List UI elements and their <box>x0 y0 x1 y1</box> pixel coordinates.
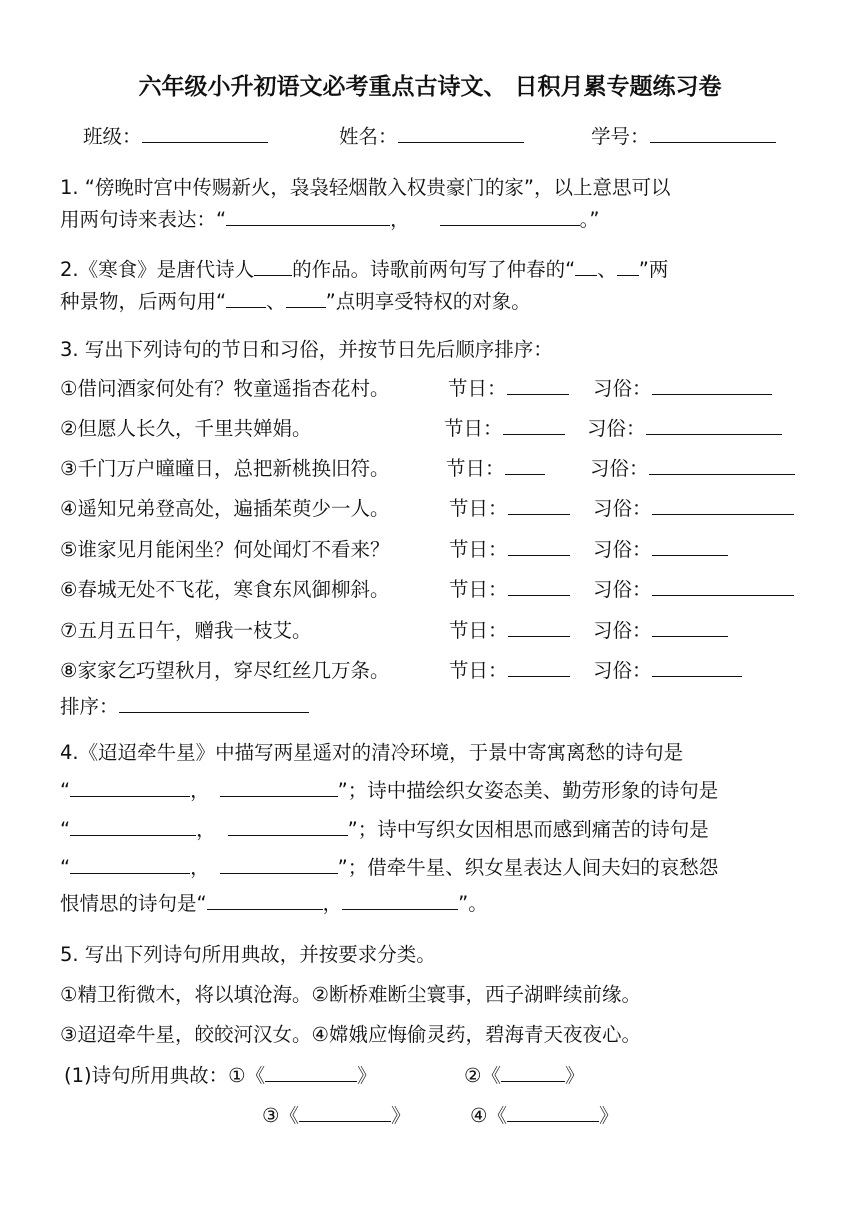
q5-allusion-blank-4[interactable] <box>507 1103 599 1122</box>
q3-custom-7 <box>593 618 728 644</box>
q5-intro: 5. 写出下列诗句所用典故，并按要求分类。 <box>60 943 436 966</box>
q2-text-a: 2.《寒食》是唐代诗人 <box>60 258 255 281</box>
q1-prefix: 用两句诗来表达：“ <box>60 208 227 231</box>
q3-festival-blank-5[interactable] <box>508 537 570 556</box>
q3-festival-blank-8[interactable] <box>508 658 570 677</box>
q4-blank-2[interactable] <box>220 778 338 797</box>
q3-custom-blank-5[interactable] <box>652 537 728 556</box>
q3-custom-blank-1[interactable] <box>652 376 772 395</box>
q3-order <box>60 694 309 720</box>
comma: ， <box>196 818 216 841</box>
q5-item-2 <box>464 1063 585 1089</box>
custom-label: 习俗： <box>593 578 652 601</box>
q5-item-4 <box>470 1103 619 1129</box>
q3-custom-blank-7[interactable] <box>652 618 728 637</box>
q2-text-b: 的作品。诗歌前两句写了仲春的“ <box>292 258 576 281</box>
open-bracket: 《 <box>245 1064 266 1087</box>
q3-intro: 3. 写出下列诗句的节日和习俗，并按节日先后顺序排序： <box>60 338 553 361</box>
q4-text-5: 恨情思的诗句是“ <box>60 892 207 915</box>
festival-label: 节日： <box>449 497 508 520</box>
q3-festival-2 <box>444 416 565 442</box>
close-bracket: 》 <box>391 1104 411 1127</box>
q2-blank-scene-1[interactable] <box>575 257 597 276</box>
q2-blank-poet[interactable] <box>254 257 292 276</box>
q3-custom-blank-2[interactable] <box>646 416 782 435</box>
q2-blank-object-1[interactable] <box>226 289 266 308</box>
q4-text-3: ”；诗中写织女因相思而感到痛苦的诗句是 <box>347 818 709 841</box>
q1-line-1: 1. “傍晚时宫中传赐新火，袅袅轻烟散入权贵豪门的家”，以上意思可以 <box>60 176 671 199</box>
comma: ， <box>190 779 210 802</box>
marker-2: ② <box>464 1064 482 1087</box>
q2-text-d: ”两 <box>638 258 669 281</box>
q4-blank-1[interactable] <box>70 778 190 797</box>
q5-sub1 <box>64 1063 377 1089</box>
open-quote: “ <box>60 856 71 879</box>
q3-festival-3 <box>446 456 545 482</box>
q3-festival-blank-1[interactable] <box>507 376 569 395</box>
q3-custom-4 <box>593 496 794 522</box>
q5-item-3 <box>262 1103 411 1129</box>
q5-poems-2: ③迢迢牵牛星，皎皎河汉女。④嫦娥应悔偷灵药，碧海青天夜夜心。 <box>60 1023 641 1046</box>
q3-custom-5 <box>593 537 728 563</box>
q4-text-4: ”；借牵牛星、织女星表达人间夫妇的哀愁怨 <box>337 856 719 879</box>
festival-label: 节日： <box>449 659 508 682</box>
comma: ， <box>190 856 210 879</box>
q2-line-2 <box>60 289 531 315</box>
q2-blank-scene-2[interactable] <box>617 257 639 276</box>
custom-label: 习俗： <box>593 659 652 682</box>
q4-blank-6[interactable] <box>220 855 338 874</box>
q4-line-2 <box>60 778 718 804</box>
q5-allusion-blank-3[interactable] <box>299 1103 391 1122</box>
close-bracket: 》 <box>357 1064 377 1087</box>
q4-blank-3[interactable] <box>70 817 196 836</box>
q1-sep: ， <box>390 208 410 231</box>
q3-item-1: ①借问酒家何处有？牧童遥指杏花村。 <box>60 377 390 400</box>
student-id-blank[interactable] <box>650 124 776 143</box>
festival-label: 节日： <box>449 538 508 561</box>
open-quote: “ <box>60 779 71 802</box>
q2-blank-object-2[interactable] <box>286 289 326 308</box>
q3-custom-1 <box>593 376 772 402</box>
marker-4: ④ <box>470 1104 488 1127</box>
custom-label: 习俗： <box>590 457 649 480</box>
q3-custom-6 <box>593 577 794 603</box>
marker-3: ③ <box>262 1104 280 1127</box>
festival-label: 节日： <box>444 417 503 440</box>
q3-festival-4 <box>449 496 570 522</box>
q5-sub1-label: (1)诗句所用典故： <box>64 1064 229 1087</box>
q3-item-7: ⑦五月五日午，赠我一枝艾。 <box>60 619 312 642</box>
q5-allusion-blank-1[interactable] <box>265 1063 357 1082</box>
q1-blank-2[interactable] <box>440 207 580 226</box>
q5-poems-1: ①精卫衔微木，将以填沧海。②断桥难断尘寰事，西子湖畔续前缘。 <box>60 983 641 1006</box>
festival-label: 节日： <box>449 619 508 642</box>
q3-item-3: ③千门万户曈曈日，总把新桃换旧符。 <box>60 457 390 480</box>
q3-festival-blank-6[interactable] <box>508 577 570 596</box>
q4-line-4 <box>60 855 718 881</box>
q2-text-c: 、 <box>597 258 617 281</box>
q3-custom-blank-8[interactable] <box>652 658 742 677</box>
q3-custom-3 <box>590 456 795 482</box>
student-id-field[interactable] <box>591 124 776 150</box>
q3-festival-1 <box>448 376 569 402</box>
page-title: 六年级小升初语文必考重点古诗文、 日积月累专题练习卷 <box>138 74 722 100</box>
q4-line-5 <box>60 891 488 917</box>
q3-festival-6 <box>449 577 570 603</box>
q3-festival-blank-2[interactable] <box>503 416 565 435</box>
marker-1: ① <box>228 1064 246 1087</box>
close-bracket: 》 <box>599 1104 619 1127</box>
q3-festival-blank-4[interactable] <box>508 496 570 515</box>
q3-item-5: ⑤谁家见月能闲坐？何处闻灯不看来？ <box>60 538 390 561</box>
q4-text-end: ”。 <box>458 892 488 915</box>
custom-label: 习俗： <box>587 417 646 440</box>
q3-festival-5 <box>449 537 570 563</box>
q4-blank-5[interactable] <box>70 855 190 874</box>
q3-custom-8 <box>593 658 742 684</box>
q3-item-2: ②但愿人长久，千里共婵娟。 <box>60 417 312 440</box>
custom-label: 习俗： <box>593 497 652 520</box>
festival-label: 节日： <box>446 457 505 480</box>
name-blank[interactable] <box>398 124 524 143</box>
q1-blank-1[interactable] <box>226 207 390 226</box>
q2-text-e: 种景物，后两句用“ <box>60 290 227 313</box>
q4-blank-7[interactable] <box>207 891 323 910</box>
comma: ， <box>322 892 343 915</box>
custom-label: 习俗： <box>593 538 652 561</box>
q4-text-2: ”；诗中描绘织女姿态美、勤劳形象的诗句是 <box>337 779 719 802</box>
close-bracket: 》 <box>565 1064 585 1087</box>
q4-line-3 <box>60 817 709 843</box>
q4-line-1: 4.《迢迢牵牛星》中描写两星遥对的清冷环境，于景中寄寓离愁的诗句是 <box>60 741 684 764</box>
q2-line-1 <box>60 257 668 283</box>
q3-festival-blank-3[interactable] <box>505 456 545 475</box>
q1-end: 。” <box>579 208 600 231</box>
class-blank[interactable] <box>142 124 268 143</box>
class-label: 班级： <box>83 125 142 148</box>
custom-label: 习俗： <box>593 619 652 642</box>
q3-item-8: ⑧家家乞巧望秋月，穿尽红丝几万条。 <box>60 659 390 682</box>
order-label: 排序： <box>60 695 119 718</box>
open-quote: “ <box>60 818 71 841</box>
q4-blank-8[interactable] <box>342 891 458 910</box>
q3-item-6: ⑥春城无处不飞花，寒食东风御柳斜。 <box>60 578 390 601</box>
custom-label: 习俗： <box>593 377 652 400</box>
q3-item-4: ④遥知兄弟登高处，遍插茱萸少一人。 <box>60 497 390 520</box>
open-bracket: 《 <box>481 1064 501 1087</box>
q3-custom-blank-4[interactable] <box>652 496 794 515</box>
name-label: 姓名： <box>339 125 398 148</box>
q3-custom-2 <box>587 416 782 442</box>
open-bracket: 《 <box>279 1104 299 1127</box>
q3-order-blank[interactable] <box>119 694 309 713</box>
festival-label: 节日： <box>448 377 507 400</box>
open-bracket: 《 <box>487 1104 507 1127</box>
q3-festival-7 <box>449 618 570 644</box>
q3-festival-8 <box>449 658 570 684</box>
q4-blank-4[interactable] <box>228 817 348 836</box>
q2-text-g: ”点明享受特权的对象。 <box>325 290 531 313</box>
q5-allusion-blank-2[interactable] <box>501 1063 565 1082</box>
festival-label: 节日： <box>449 578 508 601</box>
q2-text-f: 、 <box>266 290 286 313</box>
q3-custom-blank-3[interactable] <box>649 456 795 475</box>
student-id-label: 学号： <box>591 125 650 148</box>
name-field[interactable] <box>339 124 524 150</box>
q3-custom-blank-6[interactable] <box>652 577 794 596</box>
q3-festival-blank-7[interactable] <box>508 618 570 637</box>
q1-line-2 <box>60 207 599 233</box>
class-field[interactable] <box>83 124 268 150</box>
